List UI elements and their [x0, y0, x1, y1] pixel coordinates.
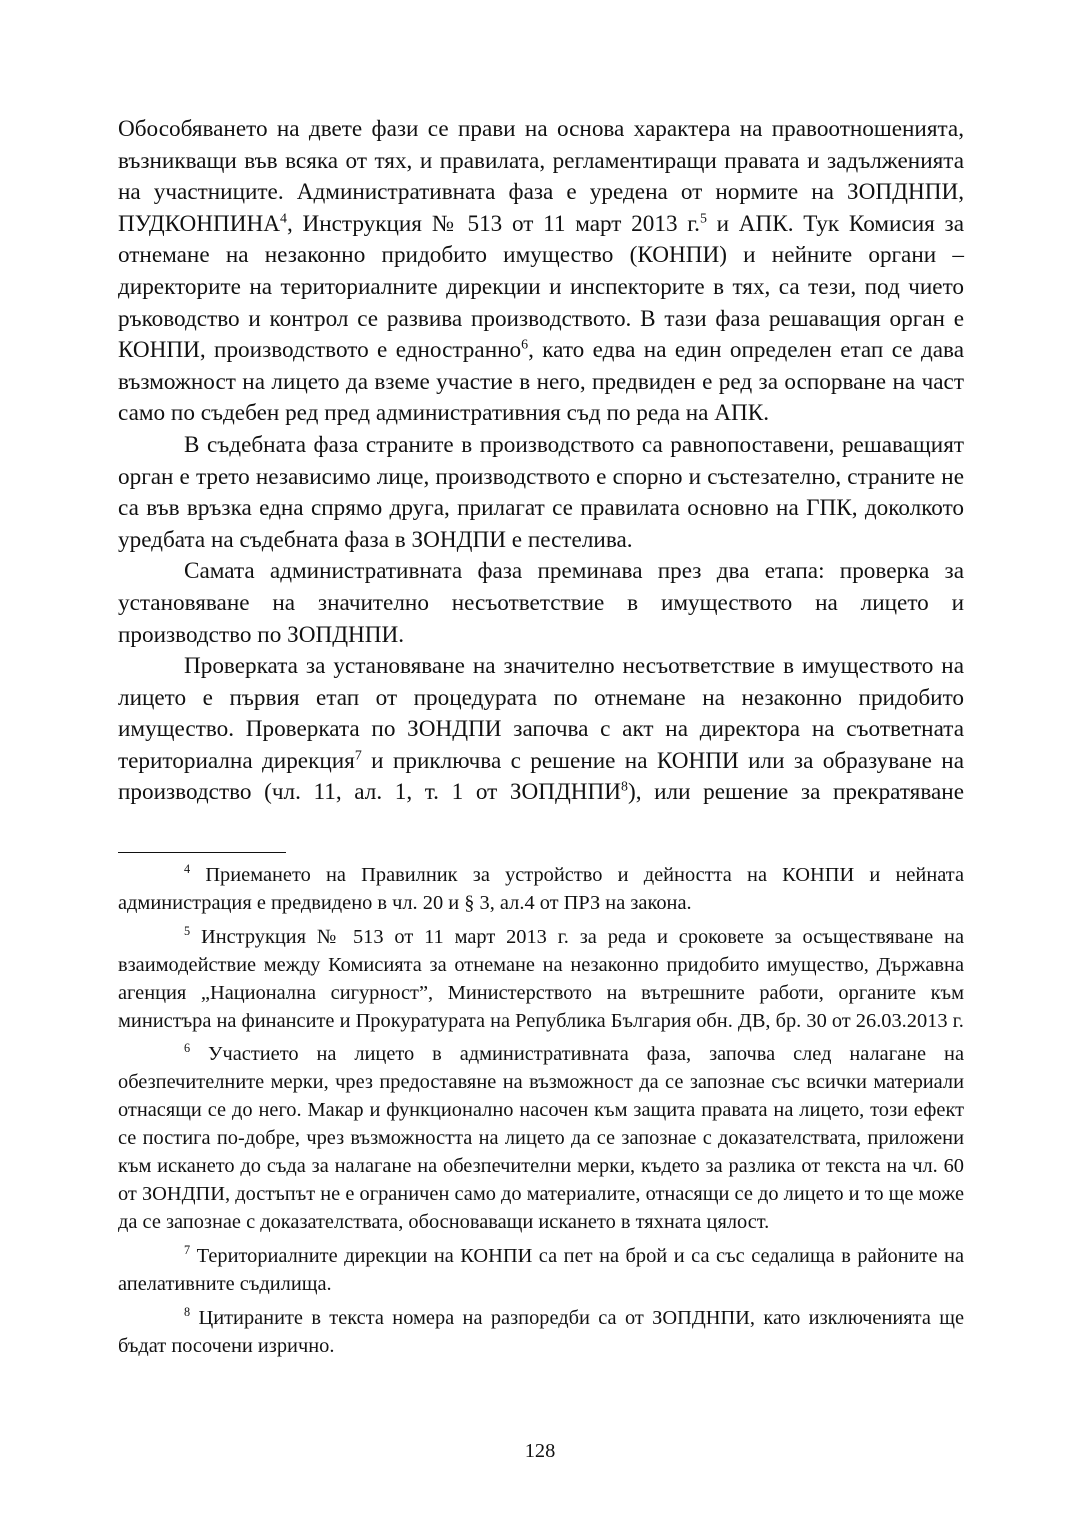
footnote-5: $^5$ Инструкция № 513 от 11 март 2013 г. за реда и сроковете за осъществяване на взаимодействие между Комисията за отнемане на незаконно придобито имущество, Държавна агенция „Национална сигурност”, Министерството на вътрешните работи, органите към министъра на финансите и Прокуратурата на Република България обн. ДВ, бр. 30 от 26.03.2013 г.: [118, 924, 964, 1032]
footnote-6: $^6$ Участието на лицето в административната фаза, започва след налагане на обезпечителните мерки, чрез предоставяне на възможност да се запознае със всички материали отнасящи се до него. Макар и функционално насочен към защита правата на лицето, този ефект се постига по-добре, чрез възможността на лицето да се запознае с доказателствата, приложени към искането до съда за налагане на обезпечителни мерки, където за разлика от текста на чл. 60 от ЗОНДПИ, достъпът не е ограничен само до материалите, отнасящи се до лицето и то ще може да се запознае с доказателствата, обосноваващи искането в тяхната цялост.: [118, 1041, 964, 1233]
footnote-ref-6[interactable]: 6: [521, 337, 529, 353]
footnote-ref-8[interactable]: 8: [621, 779, 628, 795]
footnote-number: 7: [184, 1242, 191, 1257]
footnote-divider: [118, 852, 286, 853]
page-number: 128: [524, 1440, 556, 1462]
paragraph-2: В съдебната фаза страните в производството са равнопоставени, решаващият орган е трето независимо лице, производството е спорно и състезателно, страните не са във връзка една спрямо друга, прилагат се правилата основно на ГПК, доколкото уредбата на съдебната фаза в ЗОНДПИ е пестелива.: [118, 431, 964, 553]
footnote-number: 8: [184, 1304, 191, 1319]
footnotes: [118, 862, 964, 1366]
footnote-ref-4[interactable]: 4: [280, 211, 287, 227]
paragraph-3: Самата административната фаза преминава през два етапа: проверка за установяване на значително несъответствие в имуществото на лицето и производство по ЗОПДНПИ.: [118, 558, 964, 648]
footnote-number: 4: [184, 862, 191, 877]
footnote-4: $^4$ Приемането на Правилник за устройство и дейността на КОНПИ и нейната администрация е предвидено в чл. 20 и § 3, ал.4 от ПРЗ на закона.: [118, 862, 964, 914]
footnote-number: 6: [184, 1041, 191, 1056]
footnote-ref-5[interactable]: 5: [699, 211, 707, 227]
footnote-8: $^8$ Цитираните в текста номера на разпоредби са от ЗОПДНПИ, като изключенията ще бъдат посочени изрично.: [118, 1304, 964, 1357]
paragraph-4: Проверката за установяване на значително несъответствие в имуществото на лицето е първия етап от процедурата по отнемане на незаконно придобито имущество. Проверката по ЗОНДПИ започва с акт на директора на съответната териториална дирекция$^7$ и приключва с решение на КОНПИ или за образуване на производство (чл. 11, ал. 1, т. 1 от ЗОПДНПИ$^8$), или решение за прекратяване: [118, 653, 964, 806]
footnote-7: $^7$ Териториалните дирекции на КОНПИ са пет на брой и са със седалища в районите на апелативните съдилища.: [118, 1242, 964, 1295]
footnote-ref-7[interactable]: 7: [354, 748, 362, 764]
main-text: [118, 114, 964, 809]
paragraph-1: Обособяването на двете фази се прави на основа характера на правоотношенията, възникващи във всяка от тях, и правилата, регламентиращи правата и задълженията на участниците. Административната фаза е уредена от нормите на ЗОПДНПИ, ПУДКОНПИНА$^4$, Инструкция № 513 от 11 март 2013 г.$^5$ и АПК. Тук Комисия за отнемане на незаконно придобито имущество (КОНПИ) и нейните органи – директорите на териториалните дирекции и инспекторите в тях, са тези, под чието ръководство и контрол се развива производството. В тази фаза решаващия орган е КОНПИ, производството е едностранно$^6$, като едва на един определен етап се дава възможност на лицето да вземе участие в него, предвиден е ред за оспорване на част само по съдебен ред пред административния съд по реда на АПК.: [118, 116, 964, 427]
footnote-number: 5: [184, 924, 191, 939]
